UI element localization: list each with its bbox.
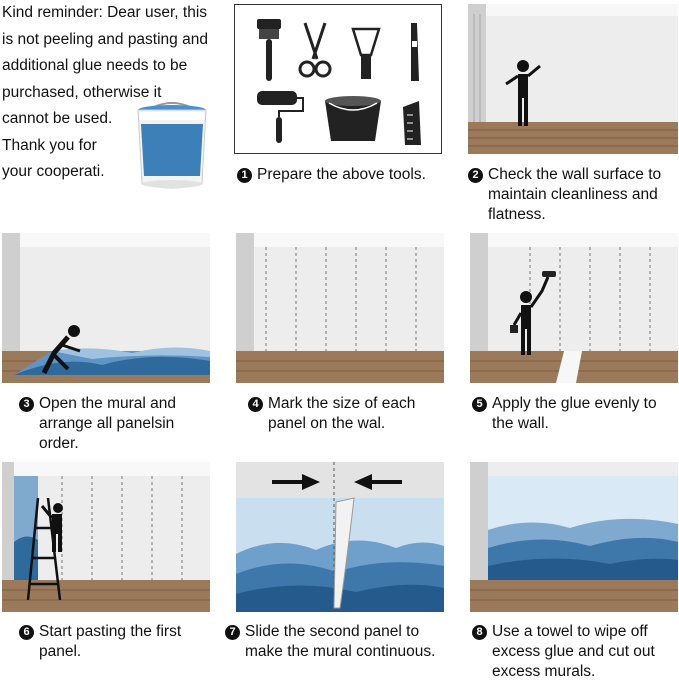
step-text: order.: [39, 435, 79, 452]
step-text: panel.: [39, 643, 82, 660]
utility-knife-icon: [411, 23, 419, 81]
reminder-line: is not peeling and pasting and: [2, 30, 208, 48]
reminder-line: your cooperati.: [2, 163, 105, 180]
step-text: Slide the second panel to: [245, 623, 420, 640]
bucket-icon: [325, 96, 381, 141]
glue-bucket-icon: [132, 100, 212, 190]
step-5-caption: [472, 394, 657, 434]
step-8-caption: [472, 622, 655, 682]
reminder-line: Thank you for: [2, 136, 97, 154]
reminder-line: purchased, otherwise it: [2, 83, 162, 101]
step-3-caption: [19, 394, 176, 454]
step-text: maintain cleanliness and: [488, 186, 658, 203]
step-text: Start pasting the first: [39, 623, 182, 640]
step-6-caption: [19, 622, 181, 662]
step-text: excess murals.: [492, 663, 596, 680]
reminder-line: cannot be used.: [2, 110, 113, 127]
step-number-badge: 6: [19, 625, 34, 640]
step-text: arrange all panelsin: [39, 415, 175, 432]
step-5-image: [470, 233, 678, 383]
step-number-badge: 7: [225, 625, 240, 640]
step-text: Check the wall surface to: [488, 166, 662, 183]
step-4-image: [236, 233, 444, 383]
step-text: panel on the wal.: [268, 415, 386, 432]
step-number-badge: 1: [237, 168, 252, 183]
step-1-caption: [237, 165, 426, 185]
step-7-caption: [225, 622, 435, 662]
step-text: flatness.: [488, 206, 546, 223]
step-text: make the mural continuous.: [245, 643, 436, 660]
step-number-badge: 8: [472, 625, 487, 640]
step-text: Prepare the above tools.: [257, 166, 426, 183]
reminder-line: additional glue needs to be: [2, 57, 188, 74]
step-2-caption: [468, 165, 661, 225]
step-8-image: [470, 462, 678, 612]
paint-brush-icon: [257, 19, 281, 81]
step-7-image: [236, 462, 444, 612]
ruler-icon: [403, 101, 421, 145]
scissors-icon: [300, 23, 330, 76]
step-2-image: [468, 4, 678, 154]
step-3-image: [2, 233, 210, 383]
step-text: Open the mural and: [39, 395, 177, 412]
step-text: the wall.: [492, 415, 549, 432]
paint-roller-icon: [257, 91, 303, 143]
tools-panel: [234, 4, 442, 154]
step-text: Apply the glue evenly to: [492, 395, 657, 412]
step-number-badge: 4: [248, 397, 263, 412]
step-number-badge: 5: [472, 397, 487, 412]
step-number-badge: 2: [468, 168, 483, 183]
reminder-line: Kind reminder: Dear user, this: [2, 4, 208, 21]
scraper-icon: [353, 29, 379, 79]
step-text: Use a towel to wipe off: [492, 623, 648, 640]
step-text: excess glue and cut out: [492, 643, 655, 660]
step-number-badge: 3: [19, 397, 34, 412]
step-6-image: [2, 462, 210, 612]
step-4-caption: [248, 394, 415, 434]
step-text: Mark the size of each: [268, 395, 416, 412]
